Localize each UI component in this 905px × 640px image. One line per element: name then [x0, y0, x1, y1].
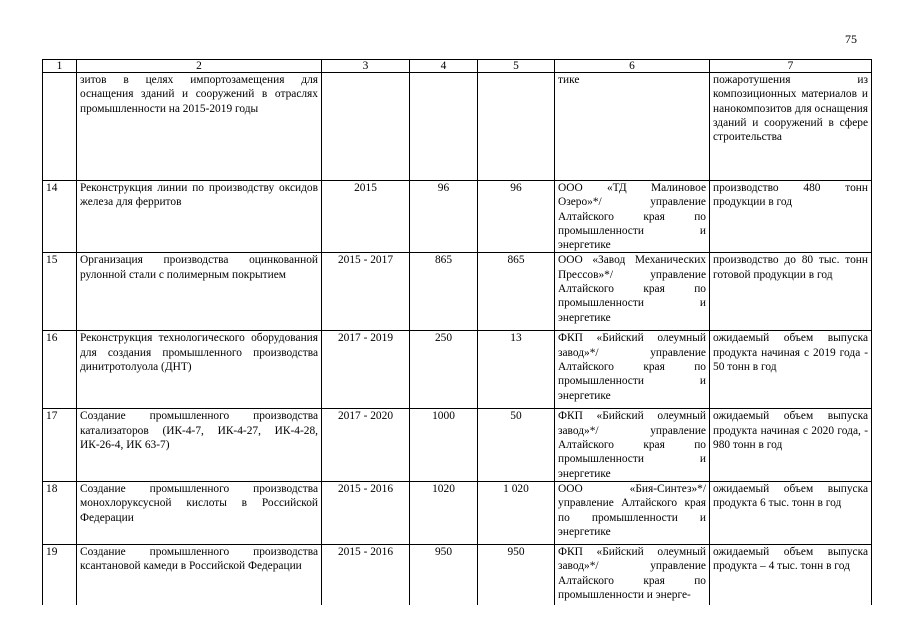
- column-number: 4: [410, 60, 478, 73]
- project-name-cell: Реконструкция технологического оборудования для создания промышленного производства динитротолуола (ДНТ): [77, 331, 322, 409]
- column-number: 7: [710, 60, 872, 73]
- executor-cell: ФКП «Бийский олеумный завод»*/ управление Алтайского края по промышленности и энергетике: [555, 331, 710, 409]
- executor-cell: ФКП «Бийский олеумный завод»*/ управление Алтайского края по промышленности и энергетике: [555, 409, 710, 481]
- own-funds-cell: 96: [478, 181, 555, 253]
- executor-cell: ФКП «Бийский олеумный завод»*/ управление Алтайского края по промышленности и энерге-: [555, 544, 710, 605]
- project-name-cell: Реконструкция линии по производству оксидов железа для ферритов: [77, 181, 322, 253]
- project-name-cell: Организация производства оцинкованной рулонной стали с полимерным покрытием: [77, 253, 322, 331]
- column-number: 3: [322, 60, 410, 73]
- result-cell: ожидаемый объем выпуска продукта – 4 тыс. тонн в год: [710, 544, 872, 605]
- program-table: [42, 59, 872, 605]
- project-name-cell: Создание промышленного производства катализаторов (ИК-4-7, ИК-4-27, ИК-4-28, ИК-26-4, ИК 63-7): [77, 409, 322, 481]
- result-cell: ожидаемый объем выпуска продукта начиная с 2020 года, - 980 тонн в год: [710, 409, 872, 481]
- row-number-cell: 19: [43, 544, 77, 605]
- period-cell: [322, 73, 410, 181]
- own-funds-cell: [478, 73, 555, 181]
- result-cell: ожидаемый объем выпуска продукта начиная с 2019 года - 50 тонн в год: [710, 331, 872, 409]
- total-cost-cell: [410, 73, 478, 181]
- table-row: [43, 409, 872, 481]
- own-funds-cell: 1 020: [478, 481, 555, 544]
- total-cost-cell: 865: [410, 253, 478, 331]
- row-number-cell: 15: [43, 253, 77, 331]
- project-name-cell: Создание промышленного производства ксантановой камеди в Российской Федерации: [77, 544, 322, 605]
- table-row: [43, 544, 872, 605]
- executor-cell: ООО «Завод Механических Прессов»*/ управление Алтайского края по промышленности и энергетике: [555, 253, 710, 331]
- total-cost-cell: 96: [410, 181, 478, 253]
- project-name-cell: зитов в целях импортозамещения для оснащения зданий и сооружений в отраслях промышленности на 2015-2019 годы: [77, 73, 322, 181]
- project-name-cell: Создание промышленного производства монохлоруксусной кислоты в Российской Федерации: [77, 481, 322, 544]
- total-cost-cell: 1020: [410, 481, 478, 544]
- period-cell: 2015 - 2017: [322, 253, 410, 331]
- period-cell: 2015: [322, 181, 410, 253]
- column-number: 6: [555, 60, 710, 73]
- result-cell: производство 480 тонн продукции в год: [710, 181, 872, 253]
- result-cell: ожидаемый объем выпуска продукта 6 тыс. тонн в год: [710, 481, 872, 544]
- total-cost-cell: 950: [410, 544, 478, 605]
- row-number-cell: 14: [43, 181, 77, 253]
- table-row: [43, 253, 872, 331]
- row-number-cell: 16: [43, 331, 77, 409]
- table-row: [43, 331, 872, 409]
- table-row: [43, 181, 872, 253]
- total-cost-cell: 1000: [410, 409, 478, 481]
- total-cost-cell: 250: [410, 331, 478, 409]
- table-row: [43, 481, 872, 544]
- row-number-cell: [43, 73, 77, 181]
- result-cell: пожаротушения из композиционных материалов и нанокомпозитов для оснащения зданий и сооружений в сфере строительства: [710, 73, 872, 181]
- row-number-cell: 18: [43, 481, 77, 544]
- column-number: 1: [43, 60, 77, 73]
- table-row-continuation: [43, 73, 872, 181]
- own-funds-cell: 950: [478, 544, 555, 605]
- column-number: 5: [478, 60, 555, 73]
- period-cell: 2017 - 2019: [322, 331, 410, 409]
- column-number-row: [43, 60, 872, 73]
- result-cell: производство до 80 тыс. тонн готовой продукции в год: [710, 253, 872, 331]
- period-cell: 2015 - 2016: [322, 481, 410, 544]
- page-number: 75: [845, 32, 857, 46]
- period-cell: 2015 - 2016: [322, 544, 410, 605]
- row-number-cell: 17: [43, 409, 77, 481]
- executor-cell: ООО «Бия-Синтез»*/ управление Алтайского края по промышленности и энергетике: [555, 481, 710, 544]
- executor-cell: ООО «ТД Малиновое Озеро»*/ управление Алтайского края по промышленности и энергетике: [555, 181, 710, 253]
- own-funds-cell: 50: [478, 409, 555, 481]
- executor-cell: тике: [555, 73, 710, 181]
- period-cell: 2017 - 2020: [322, 409, 410, 481]
- own-funds-cell: 865: [478, 253, 555, 331]
- own-funds-cell: 13: [478, 331, 555, 409]
- column-number: 2: [77, 60, 322, 73]
